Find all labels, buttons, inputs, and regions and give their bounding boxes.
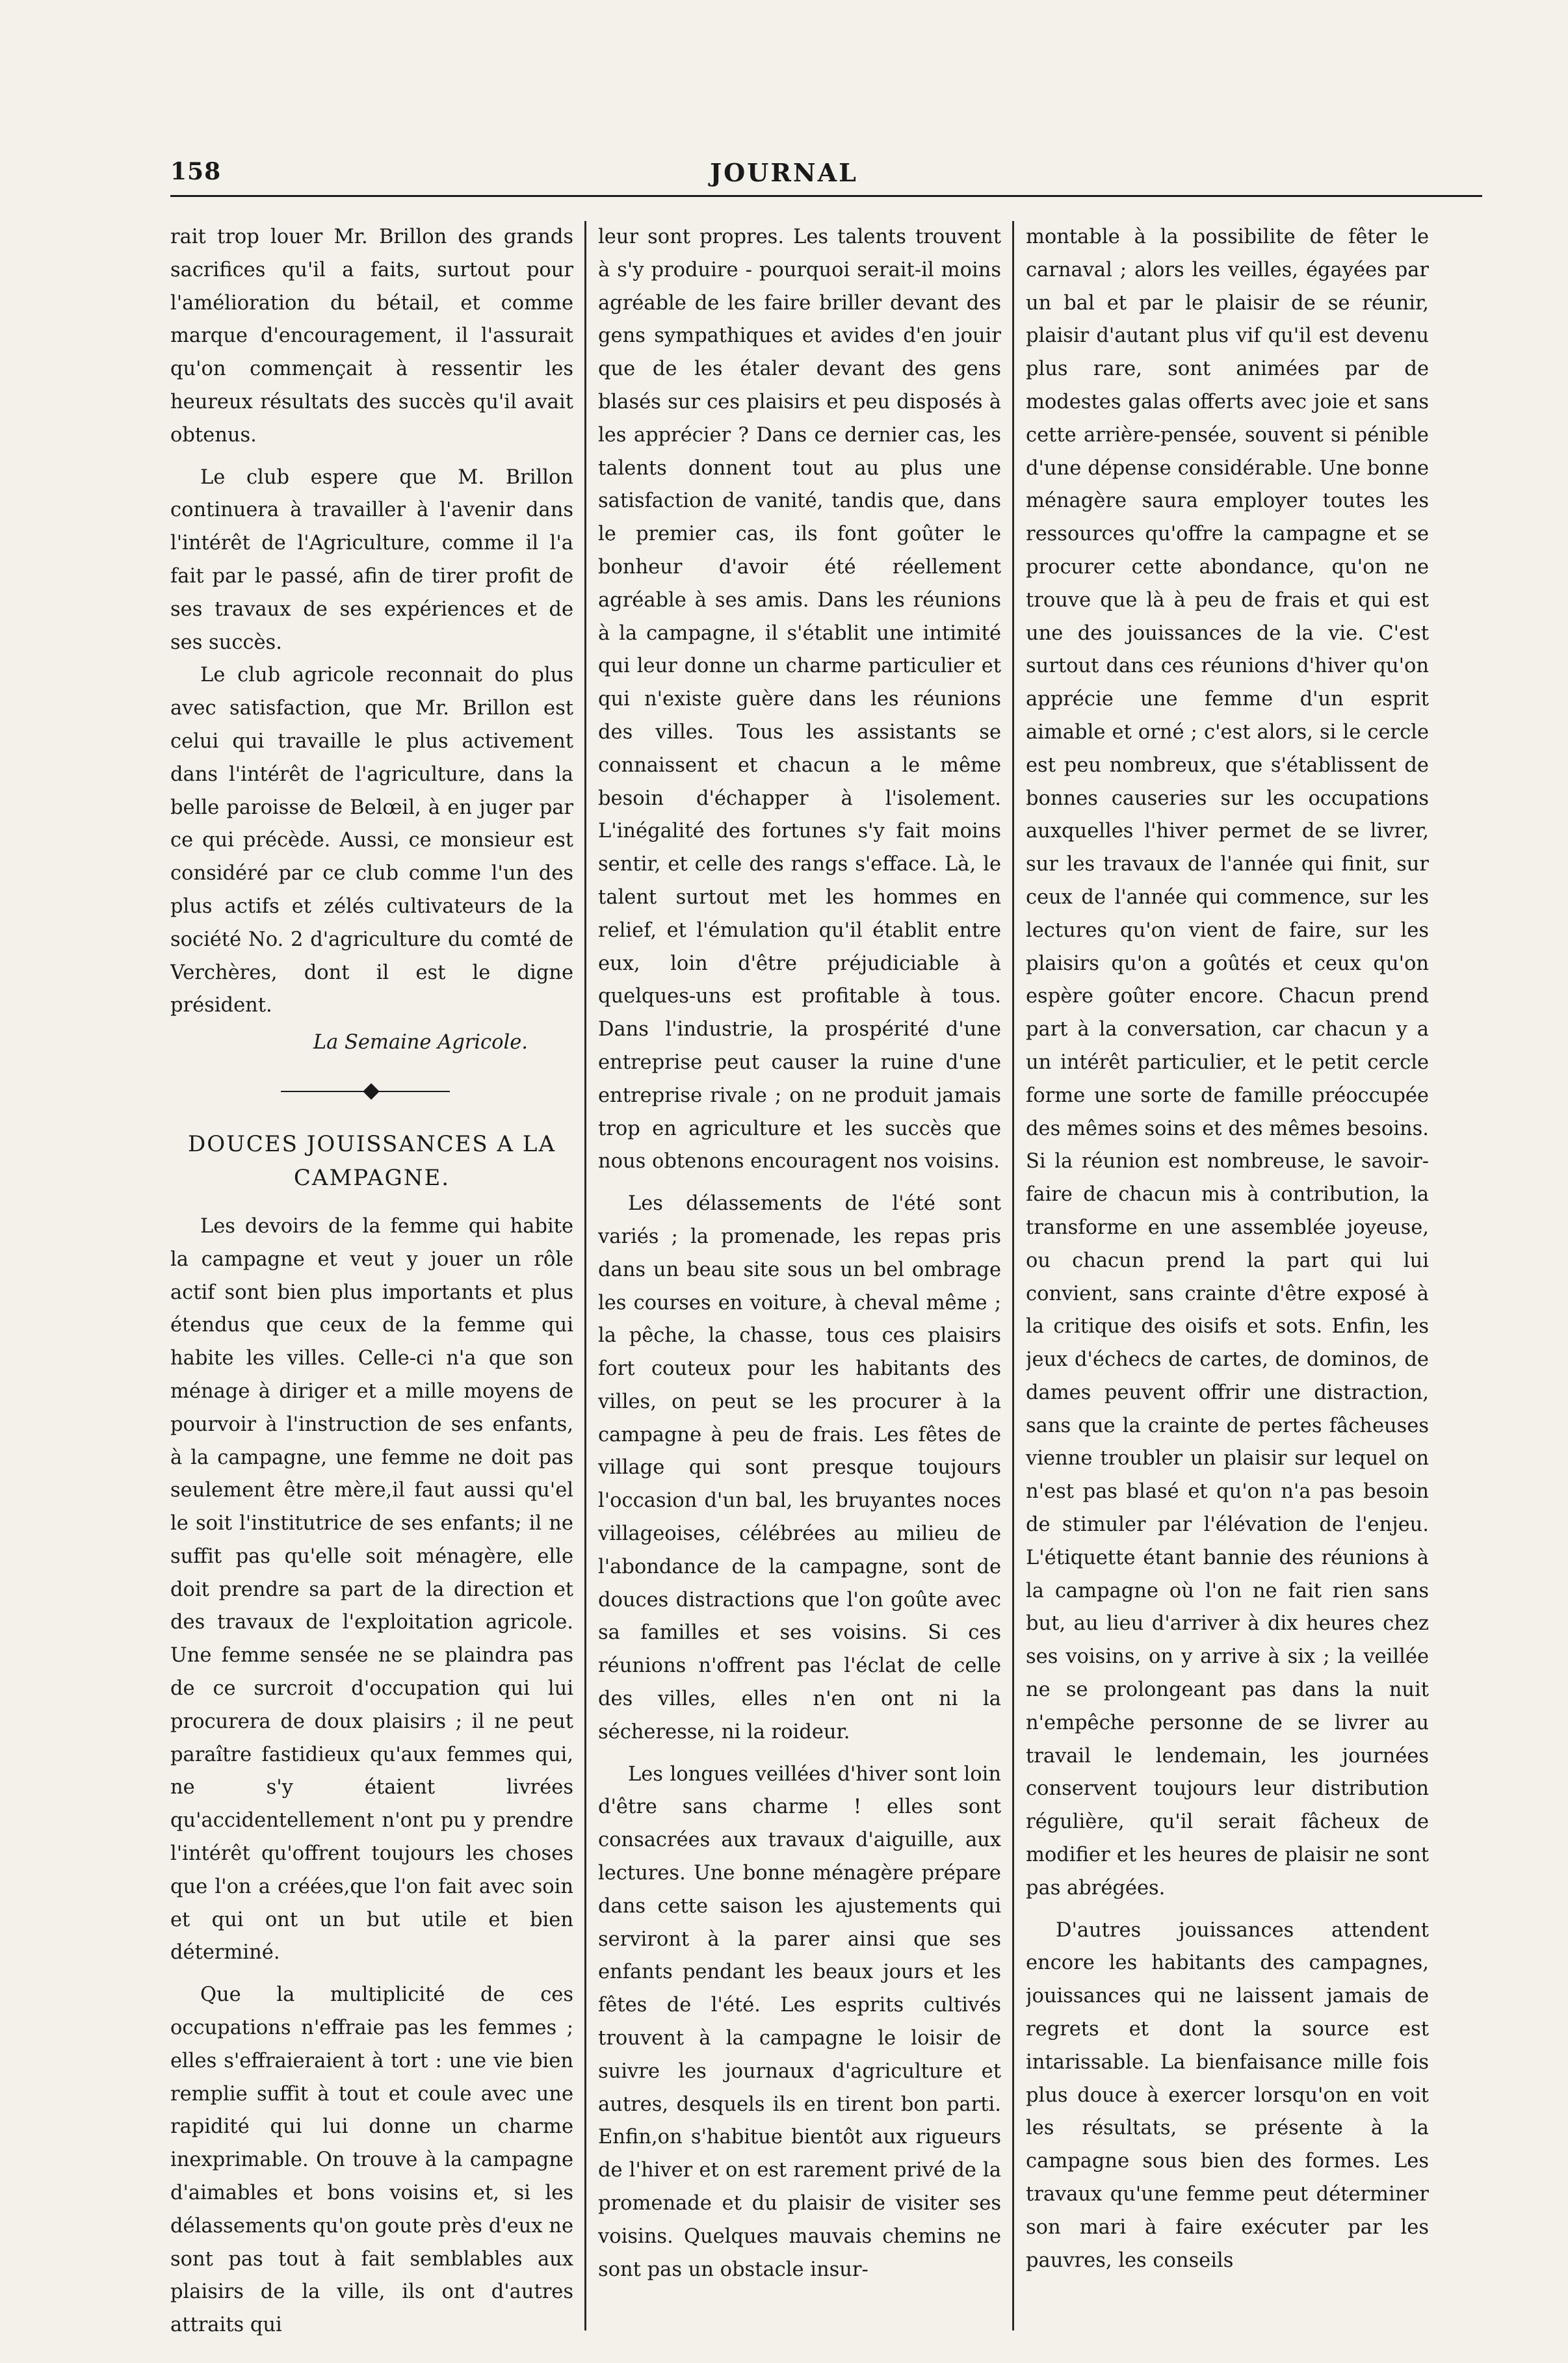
section-title-line: CAMPAGNE. xyxy=(293,1164,451,1191)
paragraph: D'autres jouissances attendent encore les habitants des campagnes, jouissances qui ne laissent jamais de regrets et dont la source est intarissable. La bienfaisance mille fois plus douce à exercer lorsqu'on en voit les résultats, se présente à la campagne sous bien des formes. Les travaux qu'une femme peut déterminer son mari à faire exécuter par les pauvres, les conseils xyxy=(1026,1918,1429,2272)
paragraph: rait trop louer Mr. Brillon des grands sacrifices qu'il a faits, surtout pour l'amélioration du bétail, et comme marque d'encouragement, il l'assurait qu'on commençait à ressentir les heureux résultats des succès qu'il avait obtenus. xyxy=(170,226,573,447)
paragraph: Les délassements de l'été sont variés ; la promenade, les repas pris dans un beau site sous un bel ombrage les courses en voiture, à cheval même ; la pêche, la chasse, tous ces plaisirs fort couteux pour les habitants des villes, on peut se les procurer à la campagne à peu de frais. Les fêtes de village qui sont presque toujours l'occasion d'un bal, les bruyantes noces villageoises, célébrées au milieu de l'abondance de la campagne, sont de douces distractions que l'on goûte avec sa familles et ses voisins. Si ces réunions n'offrent pas l'éclat de celle des villes, elles n'en ont ni la sécheresse, ni la roideur. xyxy=(598,1192,1001,1743)
article-signature: La Semaine Agricole. xyxy=(313,1031,528,1054)
paragraph: Les longues veillées d'hiver sont loin d'être sans charme ! elles sont consacrées aux travaux d'aiguille, aux lectures. Une bonne ménagère prépare dans cette saison les ajustements qui serviront à la parer ainsi que ses enfants pendant les beaux jours et les fêtes de l'été. Les esprits cultivés trouvent à la campagne le loisir de suivre les journaux d'agriculture et autres, desquels ils en tirent bon parti. Enfin,on s'habitue bientôt aux rigueurs de l'hiver et on est rarement privé de la promenade et du plaisir de visiter ses voisins. Quelques mauvais chemins ne sont pas un obstacle insur- xyxy=(598,1762,1001,2281)
running-head: JOURNAL xyxy=(710,158,858,187)
paragraph: Le club espere que M. Brillon continuera à travailler à l'avenir dans l'intérêt de l'Agriculture, comme il l'a fait par le passé, afin de tirer profit de ses travaux de ses expériences et de ses succès. xyxy=(170,465,573,654)
section-title xyxy=(170,1127,573,1195)
page-number: 158 xyxy=(170,158,222,185)
column-left xyxy=(170,221,573,2340)
column-right xyxy=(1026,221,1429,2340)
paragraph: leur sont propres. Les talents trouvent à s'y produire - pourquoi serait-il moins agréable de les faire briller devant des gens sympathiques et avides d'en jouir que de les étaler devant des gens blasés sur ces plaisirs et peu disposés à les apprécier ? Dans ce dernier cas, les talents donnent tout au plus une satisfaction de vanité, tandis que, dans le premier cas, ils font goûter le bonheur d'avoir été réellement agréable à ses amis. Dans les réunions à la campagne, il s'établit une intimité qui leur donne un charme particulier et qui n'existe guère dans les réunions des villes. Tous les assistants se connaissent et chacun a le même besoin d'échapper à l'isolement. L'inégalité des fortunes s'y fait moins sentir, et celle des rangs s'efface. Là, le talent surtout met les hommes en relief, et l'émulation qu'il établit entre eux, loin d'être préjudiciable à quelques-uns est profitable à tous. Dans l'industrie, la prospérité d'une entreprise peut causer la ruine d'une entreprise rivale ; on ne produit jamais trop en agriculture et les succès que nous obtenons encouragent nos voisins. xyxy=(598,226,1001,1173)
paragraph: montable à la possibilite de fêter le carnaval ; alors les veilles, égayées par un bal et par le plaisir de se réunir, plaisir d'autant plus vif qu'il est devenu plus rare, sont animées par de modestes galas offerts avec joie et sans cette arrière-pensée, souvent si pénible d'une dépense considérable. Une bonne ménagère saura employer toutes les ressources qu'offre la campagne et se procurer cette abondance, qu'on ne trouve que là à peu de frais et qui est une des jouissances de la vie. C'est surtout dans ces réunions d'hiver qu'on apprécie une femme d'un esprit aimable et orné ; c'est alors, si le cercle est peu nombreux, que s'établissent de bonnes causeries sur les occupations auxquelles l'hiver permet de se livrer, sur les travaux de l'année qui finit, sur ceux de l'année qui commence, sur les lectures qu'on vient de faire, sur les plaisirs qu'on a goûtés et ceux qu'on espère goûter encore. Chacun prend part à la conversation, car chacun y a un intérêt particulier, et le petit cercle forme une sorte de famille préoccupée des mêmes soins et des mêmes besoins. Si la réunion est nombreuse, le savoir-faire de chacun mis à contribution, la transforme en une assemblée joyeuse, ou chacun prend la part qui lui convient, sans crainte d'être exposé à la critique des oisifs et sots. Enfin, les jeux d'échecs de cartes, de dominos, de dames peuvent offrir une distraction, sans que la crainte de pertes fâcheuses vienne troubler un plaisir sur lequel on n'est pas blasé et qu'on n'a pas besoin de stimuler par l'élévation de l'enjeu. L'étiquette étant bannie des réunions à la campagne où l'on ne fait rien sans but, au lieu d'arriver à dix heures chez ses voisins, on y arrive à six ; la veillée ne se prolongeant pas dans la nuit n'empêche personne de se livrer au travail le lendemain, les journées conservent toujours leur distribution régulière, qu'il serait fâcheux de modifier et les heures de plaisir ne sont pas abrégées. xyxy=(1026,226,1429,1900)
column-rule-right xyxy=(1012,221,1014,2330)
paragraph: Le club agricole reconnait do plus avec satisfaction, que Mr. Brillon est celui qui travaille le plus activement dans l'intérêt de l'agriculture, dans la belle paroisse de Belœil, à en juger par ce qui précède. Aussi, ce monsieur est considéré par ce club comme l'un des plus actifs et zélés cultivateurs de la société No. 2 d'agriculture du comté de Verchères, dont il est le digne président. xyxy=(170,664,573,1017)
header-rule xyxy=(170,195,1482,197)
column-middle xyxy=(598,221,1001,2340)
column-rule-left xyxy=(584,221,586,2330)
section-divider xyxy=(170,1077,573,1105)
paragraph: Que la multiplicité de ces occupations n'effraie pas les femmes ; elles s'effraieraient à tort : une vie bien remplie suffit à tout et coule avec une rapidité qui lui donne un charme inexprimable. On trouve à la campagne d'aimables et bons voisins et, si les délassements qu'on goute près d'eux ne sont pas tout à fait semblables aux plaisirs de la ville, ils ont d'autres attraits qui xyxy=(170,1983,573,2337)
paragraph: Les devoirs de la femme qui habite la campagne et veut y jouer un rôle actif sont bien plus importants et plus étendus que ceux de la femme qui habite les villes. Celle-ci n'a que son ménage à diriger et a mille moyens de pourvoir à l'instruction de ses enfants, à la campagne, une femme ne doit pas seulement être mère,il faut aussi qu'el le soit l'institutrice de ses enfants; il ne suffit pas qu'elle soit ménagère, elle doit prendre sa part de la direction et des travaux de l'exploitation agricole. Une femme sensée ne se plaindra pas de ce surcroit d'occupation qui lui procurera de doux plaisirs ; il ne peut paraître fastidieux qu'aux femmes qui, ne s'y étaient livrées qu'accidentellement n'ont pu y prendre l'intérêt qu'offrent toujours les choses que l'on a créées,que l'on fait avec soin et qui ont un but utile et bien déterminé. xyxy=(170,1214,573,1965)
section-title-line: DOUCES JOUISSANCES A LA xyxy=(187,1130,556,1157)
